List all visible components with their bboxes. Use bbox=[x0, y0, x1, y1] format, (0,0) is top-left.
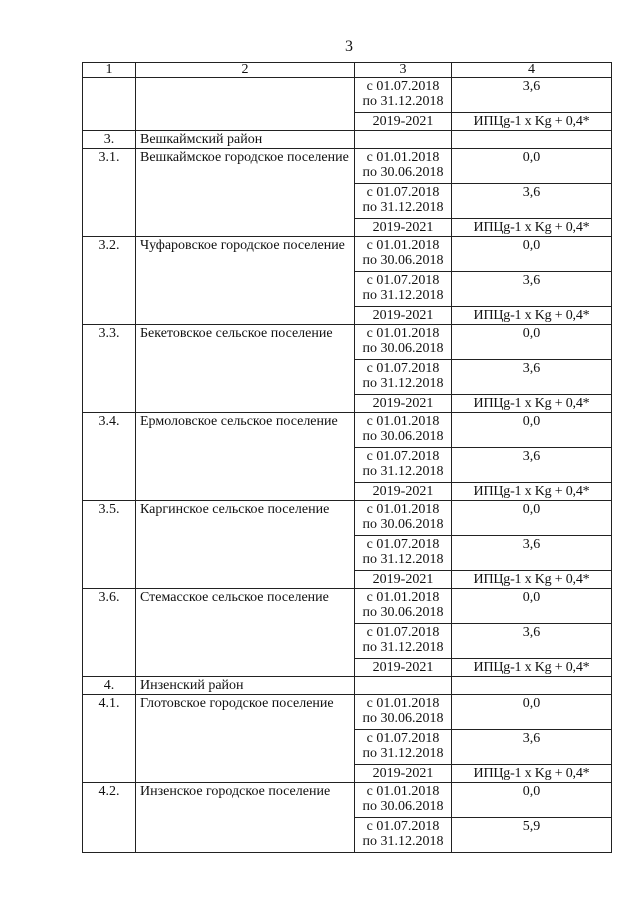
value-cell bbox=[452, 149, 612, 184]
value-text: 3,6 bbox=[522, 79, 541, 94]
period-cell bbox=[355, 395, 452, 413]
value-text: ИПЦg-1 x Kg + 0,4* bbox=[473, 766, 590, 781]
period-cell bbox=[355, 730, 452, 765]
number-cell bbox=[83, 78, 136, 131]
period-line: с 01.07.2018 bbox=[366, 625, 440, 640]
settlement-name: Бекетовское сельское поселение bbox=[136, 325, 355, 413]
period-line: с 01.01.2018 bbox=[366, 502, 440, 517]
period-line: по 31.12.2018 bbox=[362, 640, 444, 655]
value-text: 3,6 bbox=[522, 449, 541, 464]
table-row bbox=[83, 695, 612, 730]
value-text: ИПЦg-1 x Kg + 0,4* bbox=[473, 220, 590, 235]
value-cell bbox=[452, 272, 612, 307]
period-cell bbox=[355, 237, 452, 272]
period-cell bbox=[355, 448, 452, 483]
period-line: с 01.01.2018 bbox=[366, 696, 440, 711]
period-cell bbox=[355, 536, 452, 571]
value-text: 0,0 bbox=[522, 784, 541, 799]
period-cell bbox=[355, 695, 452, 730]
table-row bbox=[83, 325, 612, 360]
period-line: с 01.01.2018 bbox=[366, 326, 440, 341]
value-text: 0,0 bbox=[522, 326, 541, 341]
settlement-number: 3.4. bbox=[83, 413, 136, 501]
period-line: 2019-2021 bbox=[372, 766, 434, 781]
table-row bbox=[83, 149, 612, 184]
value-text: 3,6 bbox=[522, 361, 541, 376]
period-line: 2019-2021 bbox=[372, 308, 434, 323]
value-text: ИПЦg-1 x Kg + 0,4* bbox=[473, 396, 590, 411]
value-text: ИПЦg-1 x Kg + 0,4* bbox=[473, 660, 590, 675]
table-body bbox=[83, 63, 612, 853]
period-cell bbox=[355, 184, 452, 219]
tariff-table bbox=[82, 62, 612, 853]
period-cell bbox=[355, 818, 452, 853]
period-line: с 01.01.2018 bbox=[366, 238, 440, 253]
name-cell bbox=[136, 78, 355, 131]
period-line: с 01.07.2018 bbox=[366, 185, 440, 200]
period-line: 2019-2021 bbox=[372, 220, 434, 235]
period-cell bbox=[355, 659, 452, 677]
value-text: 0,0 bbox=[522, 696, 541, 711]
period-cell bbox=[355, 589, 452, 624]
value-text: 3,6 bbox=[522, 273, 541, 288]
value-cell bbox=[452, 589, 612, 624]
period-line: по 30.06.2018 bbox=[362, 711, 444, 726]
period-cell bbox=[355, 325, 452, 360]
period-cell bbox=[355, 501, 452, 536]
value-cell bbox=[452, 483, 612, 501]
value-cell bbox=[452, 184, 612, 219]
value-cell bbox=[452, 624, 612, 659]
empty-cell bbox=[452, 677, 612, 695]
empty-cell bbox=[355, 677, 452, 695]
empty-cell bbox=[355, 131, 452, 149]
period-cell bbox=[355, 413, 452, 448]
period-line: с 01.07.2018 bbox=[366, 361, 440, 376]
header-cell: 3 bbox=[355, 63, 452, 78]
value-text: 0,0 bbox=[522, 502, 541, 517]
value-cell bbox=[452, 783, 612, 818]
period-line: с 01.07.2018 bbox=[366, 819, 440, 834]
period-line: с 01.07.2018 bbox=[366, 79, 440, 94]
value-text: ИПЦg-1 x Kg + 0,4* bbox=[473, 308, 590, 323]
value-text: 3,6 bbox=[522, 731, 541, 746]
value-text: 3,6 bbox=[522, 625, 541, 640]
district-row bbox=[83, 677, 612, 695]
table-row bbox=[83, 78, 612, 113]
period-line: по 31.12.2018 bbox=[362, 552, 444, 567]
value-cell bbox=[452, 571, 612, 589]
page-number: 3 bbox=[345, 38, 353, 55]
district-number: 3. bbox=[83, 131, 136, 149]
period-line: 2019-2021 bbox=[372, 114, 434, 129]
period-line: с 01.01.2018 bbox=[366, 414, 440, 429]
value-text: 0,0 bbox=[522, 150, 541, 165]
period-line: по 30.06.2018 bbox=[362, 517, 444, 532]
value-cell bbox=[452, 536, 612, 571]
period-cell bbox=[355, 783, 452, 818]
period-cell bbox=[355, 765, 452, 783]
period-line: с 01.01.2018 bbox=[366, 150, 440, 165]
period-line: по 30.06.2018 bbox=[362, 605, 444, 620]
settlement-number: 3.1. bbox=[83, 149, 136, 237]
district-row bbox=[83, 131, 612, 149]
period-line: по 31.12.2018 bbox=[362, 834, 444, 849]
period-line: по 31.12.2018 bbox=[362, 464, 444, 479]
settlement-number: 3.5. bbox=[83, 501, 136, 589]
period-line: с 01.07.2018 bbox=[366, 449, 440, 464]
period-line: 2019-2021 bbox=[372, 484, 434, 499]
period-line: 2019-2021 bbox=[372, 396, 434, 411]
value-text: 5,9 bbox=[522, 819, 541, 834]
table-row bbox=[83, 783, 612, 818]
district-name: Инзенский район bbox=[136, 677, 355, 695]
settlement-number: 3.6. bbox=[83, 589, 136, 677]
value-cell bbox=[452, 360, 612, 395]
district-number: 4. bbox=[83, 677, 136, 695]
table-row bbox=[83, 237, 612, 272]
period-line: по 30.06.2018 bbox=[362, 799, 444, 814]
period-line: 2019-2021 bbox=[372, 572, 434, 587]
value-cell bbox=[452, 659, 612, 677]
value-text: 0,0 bbox=[522, 238, 541, 253]
value-text: ИПЦg-1 x Kg + 0,4* bbox=[473, 572, 590, 587]
period-line: по 31.12.2018 bbox=[362, 746, 444, 761]
settlement-name: Вешкаймское городское поселение bbox=[136, 149, 355, 237]
district-name: Вешкаймский район bbox=[136, 131, 355, 149]
period-line: с 01.07.2018 bbox=[366, 731, 440, 746]
period-line: по 31.12.2018 bbox=[362, 376, 444, 391]
value-text: ИПЦg-1 x Kg + 0,4* bbox=[473, 114, 590, 129]
period-cell bbox=[355, 149, 452, 184]
period-line: по 31.12.2018 bbox=[362, 94, 444, 109]
period-cell bbox=[355, 113, 452, 131]
value-cell bbox=[452, 413, 612, 448]
period-cell bbox=[355, 307, 452, 325]
settlement-number: 4.2. bbox=[83, 783, 136, 853]
period-line: по 31.12.2018 bbox=[362, 288, 444, 303]
value-text: ИПЦg-1 x Kg + 0,4* bbox=[473, 484, 590, 499]
period-line: по 30.06.2018 bbox=[362, 429, 444, 444]
table-row bbox=[83, 501, 612, 536]
period-line: с 01.01.2018 bbox=[366, 784, 440, 799]
settlement-name: Каргинское сельское поселение bbox=[136, 501, 355, 589]
period-line: с 01.01.2018 bbox=[366, 590, 440, 605]
period-cell bbox=[355, 571, 452, 589]
period-line: по 31.12.2018 bbox=[362, 200, 444, 215]
header-row bbox=[83, 63, 612, 78]
value-cell bbox=[452, 237, 612, 272]
value-cell bbox=[452, 219, 612, 237]
header-cell: 4 bbox=[452, 63, 612, 78]
value-text: 3,6 bbox=[522, 185, 541, 200]
period-line: с 01.07.2018 bbox=[366, 537, 440, 552]
settlement-name: Стемасское сельское поселение bbox=[136, 589, 355, 677]
header-cell: 1 bbox=[83, 63, 136, 78]
value-cell bbox=[452, 730, 612, 765]
settlement-name: Чуфаровское городское поселение bbox=[136, 237, 355, 325]
period-cell bbox=[355, 483, 452, 501]
value-text: 0,0 bbox=[522, 590, 541, 605]
period-line: по 30.06.2018 bbox=[362, 253, 444, 268]
settlement-name: Инзенское городское поселение bbox=[136, 783, 355, 853]
period-cell bbox=[355, 360, 452, 395]
period-cell bbox=[355, 272, 452, 307]
value-cell bbox=[452, 818, 612, 853]
value-text: 0,0 bbox=[522, 414, 541, 429]
value-cell bbox=[452, 307, 612, 325]
value-cell bbox=[452, 695, 612, 730]
value-cell bbox=[452, 765, 612, 783]
settlement-number: 3.3. bbox=[83, 325, 136, 413]
period-cell bbox=[355, 219, 452, 237]
settlement-name: Глотовское городское поселение bbox=[136, 695, 355, 783]
value-cell bbox=[452, 501, 612, 536]
value-cell bbox=[452, 395, 612, 413]
period-line: по 30.06.2018 bbox=[362, 165, 444, 180]
period-line: по 30.06.2018 bbox=[362, 341, 444, 356]
table-row bbox=[83, 413, 612, 448]
period-cell bbox=[355, 78, 452, 113]
empty-cell bbox=[452, 131, 612, 149]
value-text: 3,6 bbox=[522, 537, 541, 552]
settlement-number: 4.1. bbox=[83, 695, 136, 783]
table-row bbox=[83, 589, 612, 624]
settlement-name: Ермоловское сельское поселение bbox=[136, 413, 355, 501]
settlement-number: 3.2. bbox=[83, 237, 136, 325]
period-line: 2019-2021 bbox=[372, 660, 434, 675]
value-cell bbox=[452, 113, 612, 131]
value-cell bbox=[452, 78, 612, 113]
value-cell bbox=[452, 325, 612, 360]
period-cell bbox=[355, 624, 452, 659]
period-line: с 01.07.2018 bbox=[366, 273, 440, 288]
value-cell bbox=[452, 448, 612, 483]
header-cell: 2 bbox=[136, 63, 355, 78]
